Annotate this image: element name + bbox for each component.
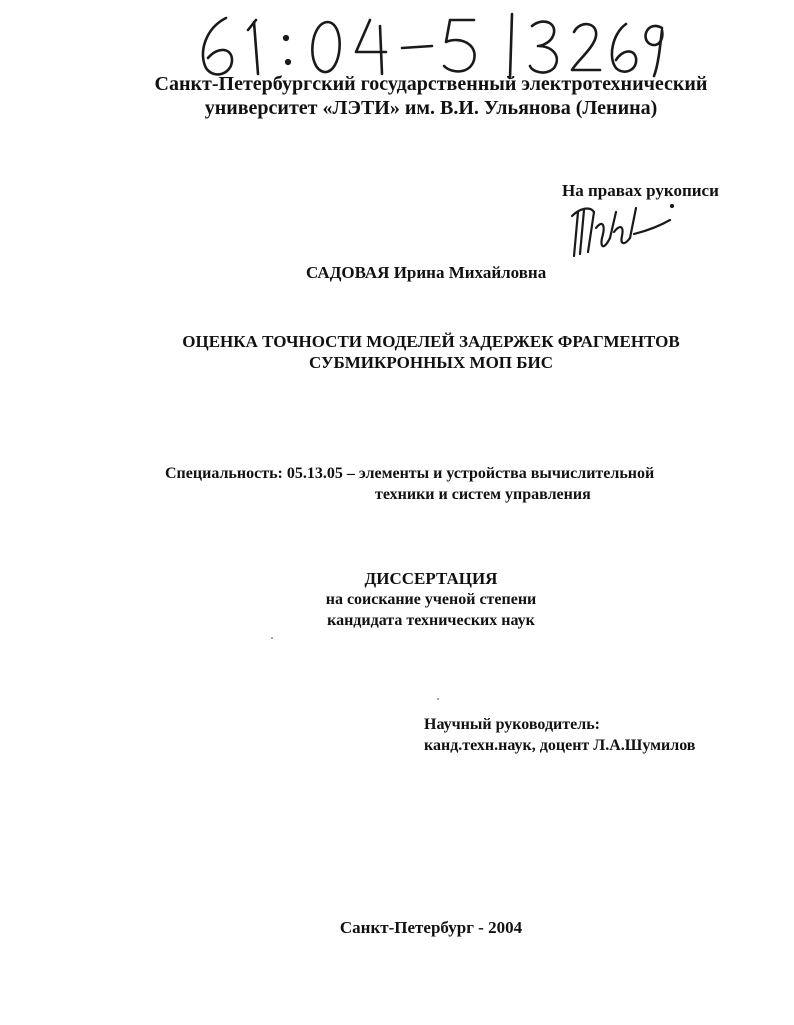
- title-line-1: ОЦЕНКА ТОЧНОСТИ МОДЕЛЕЙ ЗАДЕРЖЕК ФРАГМЕНТОВ: [182, 332, 680, 351]
- scan-speck: [271, 637, 273, 639]
- dissertation-title: [0, 331, 794, 373]
- degree-block: [0, 568, 794, 631]
- institution-line-2: университет «ЛЭТИ» им. В.И. Ульянова (Ленина): [204, 97, 658, 119]
- specialty-line-1: Специальность: 05.13.05 – элементы и устройства вычислительной: [165, 465, 655, 482]
- scan-speck: [437, 698, 439, 700]
- supervisor-name: канд.техн.наук, доцент Л.А.Шумилов: [424, 737, 696, 754]
- author-name: САДОВАЯ Ирина Михайловна: [306, 263, 547, 282]
- specialty: [165, 463, 654, 505]
- supervisor-label: Научный руководитель:: [424, 716, 600, 733]
- handwritten-archive-code: [188, 8, 668, 82]
- specialty-line-2: техники и систем управления: [375, 486, 591, 503]
- city-year: Санкт-Петербург - 2004: [339, 918, 523, 937]
- institution-name: [0, 72, 794, 120]
- rights-note: На правах рукописи: [562, 181, 719, 200]
- signature: [566, 198, 676, 260]
- institution-line-1: Санкт-Петербургский государственный электротехнический: [154, 73, 708, 95]
- degree-line-2: кандидата технических наук: [327, 612, 535, 629]
- degree-heading: ДИССЕРТАЦИЯ: [364, 569, 498, 588]
- title-line-2: СУБМИКРОННЫХ МОП БИС: [308, 353, 554, 372]
- degree-line-1: на соискание ученой степени: [325, 591, 537, 608]
- supervisor-block: [424, 714, 695, 756]
